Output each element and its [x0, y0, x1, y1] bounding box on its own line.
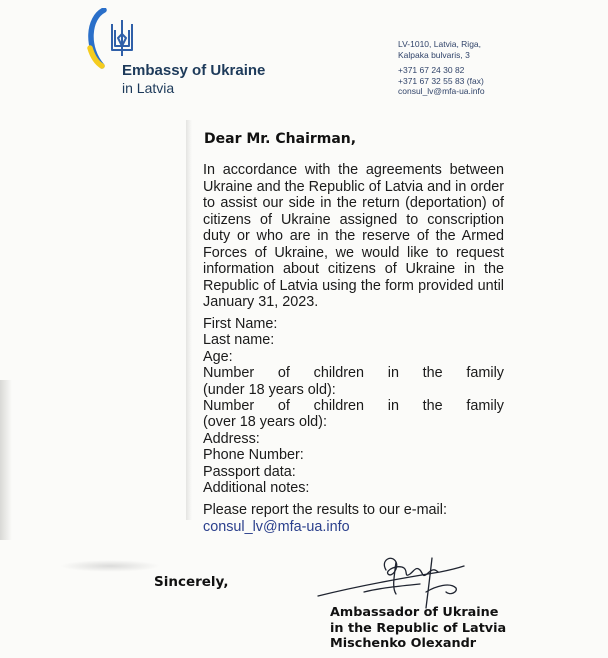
address-line: LV-1010, Latvia, Riga,: [398, 39, 482, 49]
field-phone: Phone Number:: [203, 447, 304, 464]
contact-block: [398, 39, 485, 97]
signatory-title: Ambassador of Ukraine: [330, 605, 499, 620]
signatory-block: [330, 605, 506, 652]
field-passport: Passport data:: [203, 463, 296, 480]
report-email-link[interactable]: consul_lv@mfa-ua.info: [203, 518, 350, 535]
field-children-under-qualifier: (under 18 years old):: [203, 381, 336, 398]
field-notes: Additional notes:: [203, 480, 310, 497]
field-children-over-qualifier: (over 18 years old):: [203, 414, 327, 431]
closing: Sincerely,: [154, 574, 229, 590]
tryzub-icon: [84, 8, 144, 70]
salutation: Dear Mr. Chairman,: [204, 131, 357, 147]
address-line: Kalpaka bulvaris, 3: [398, 49, 470, 60]
field-address: Address:: [203, 430, 260, 447]
contact-email: consul_lv@mfa-ua.info: [398, 86, 485, 96]
signatory-name: Mischenko Olexandr: [330, 636, 477, 652]
field-first-name: First Name:: [203, 316, 278, 332]
signatory-mission: in the Republic of Latvia: [330, 620, 507, 636]
phone-number: +371 67 24 30 82: [398, 65, 465, 75]
report-request: [203, 502, 503, 536]
embassy-title: Embassy of Ukraine: [122, 62, 266, 79]
page-fold-shadow: [186, 120, 192, 520]
fax-number: +371 67 32 55 83 (fax): [398, 75, 484, 86]
form-fields: [203, 316, 504, 496]
field-children-over: Number of children in the family: [203, 398, 504, 415]
field-last-name: Last name:: [203, 332, 275, 349]
report-text: Please report the results to our e-mail:: [203, 502, 447, 518]
field-age: Age:: [203, 348, 233, 365]
page-shadow-bottom: [60, 560, 160, 572]
field-children-under: Number of children in the family: [203, 365, 504, 382]
page-shadow-left: [0, 380, 12, 540]
letter-paragraph: In accordance with the agreements between Ukraine and the Republic of Latvia and in order to assist our side in the return (deportation) of citizens of Ukraine assigned to conscription duty or who are in the reserve of the Armed Forces of Ukraine, we would like to request information about citizens of Ukraine in the Republic of Latvia using the form provided until January 31, 2023.: [203, 162, 504, 310]
embassy-subtitle: in Latvia: [122, 80, 175, 96]
